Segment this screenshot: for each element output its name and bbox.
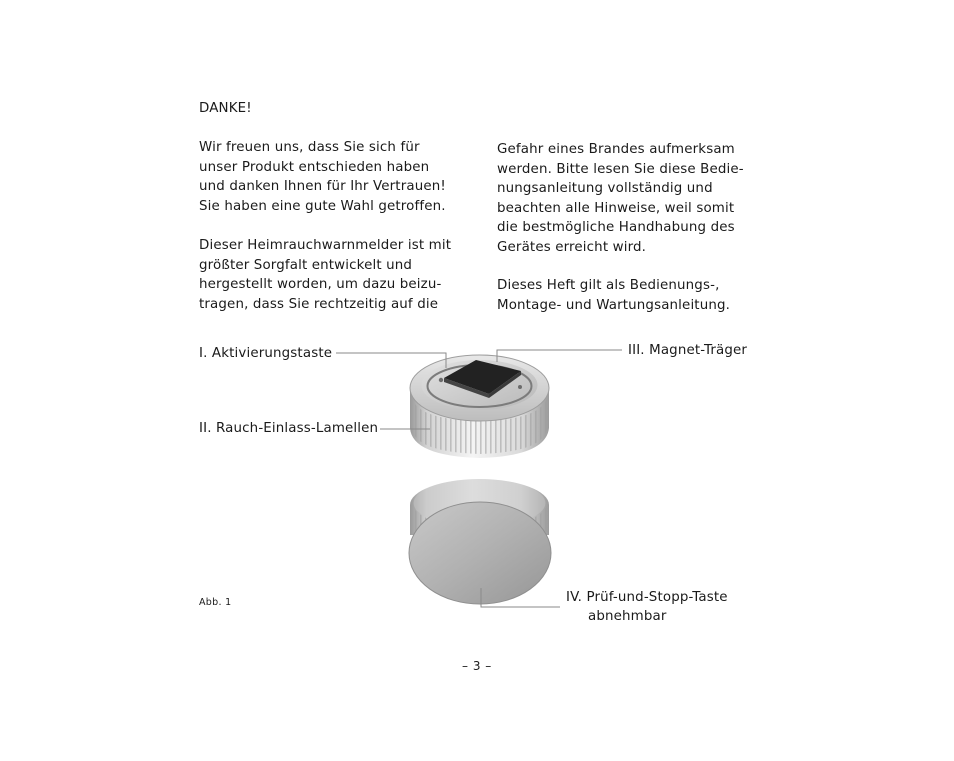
label-test-stop-button: IV. Prüf-und-Stopp-Taste [566, 590, 728, 605]
page-heading: DANKE! [199, 101, 252, 116]
label-smoke-inlet-slats: II. Rauch-Einlass-Lamellen [199, 421, 379, 436]
text-line: hergestellt worden, um dazu beizu- [199, 277, 442, 293]
text-line: werden. Bitte lesen Sie diese Bedie- [497, 161, 744, 177]
text-line: Dieses Heft gilt als Bedienungs-, [497, 278, 720, 293]
label-magnet-carrier: III. Magnet-Träger [628, 343, 748, 358]
text-line: tragen, dass Sie rechtzeitig auf die [199, 296, 439, 312]
text-line: Wir freuen uns, dass Sie sich für [199, 140, 420, 155]
text-line: nungsanleitung vollständig und [497, 181, 713, 197]
detector-cap-illustration [409, 479, 551, 604]
label-removable: abnehmbar [588, 609, 667, 624]
text-line: unser Produkt entschieden haben [199, 159, 430, 175]
text-line: größter Sorgfalt entwickelt und [199, 257, 413, 273]
text-line: Montage- und Wartungsanleitung. [497, 297, 731, 313]
text-line: beachten alle Hinweise, weil somit [497, 200, 735, 216]
text-line: Gerätes erreicht wird. [497, 239, 647, 255]
detector-head-illustration [410, 355, 549, 458]
label-activation-button: I. Aktivierungstaste [199, 346, 333, 361]
text-line: und danken Ihnen für Ihr Vertrauen! [199, 179, 446, 195]
page-number: – 3 – [462, 659, 492, 673]
text-line: Sie haben eine gute Wahl getroffen. [199, 198, 446, 214]
text-line: die bestmögliche Handhabung des [497, 220, 735, 236]
figure-caption: Abb. 1 [199, 597, 232, 608]
text-line: Dieser Heimrauchwarnmelder ist mit [199, 238, 452, 253]
text-line: Gefahr eines Brandes aufmerksam [497, 142, 735, 157]
